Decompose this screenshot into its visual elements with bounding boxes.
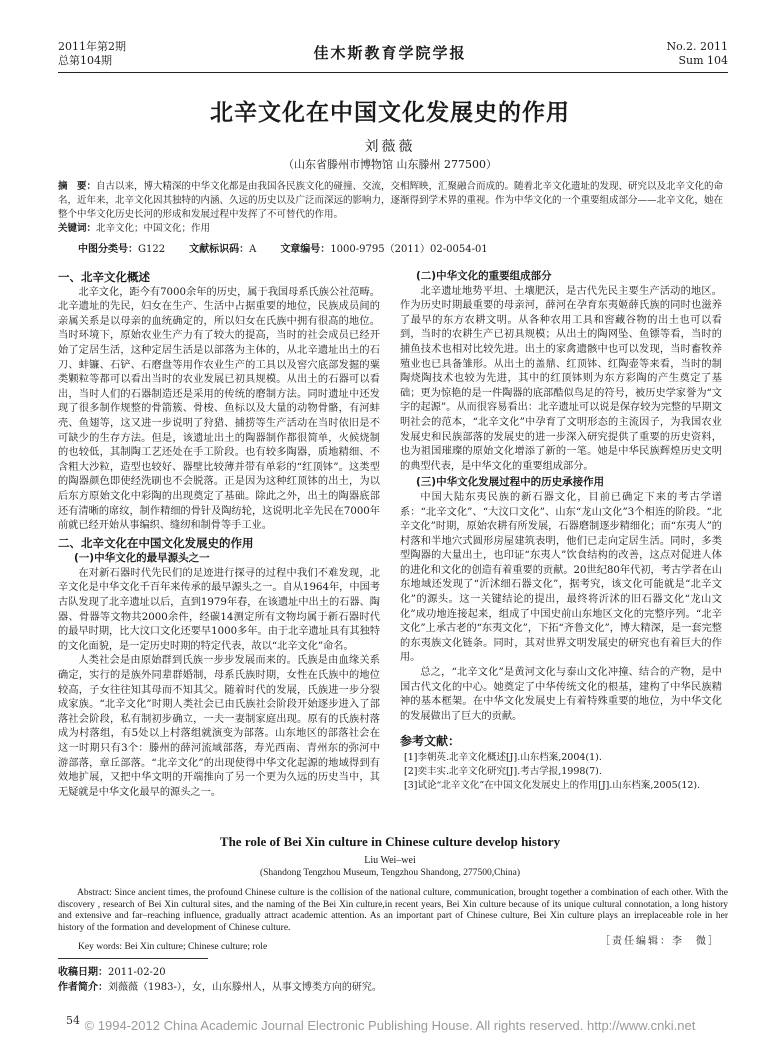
issue-total-en: Sum 104 bbox=[678, 54, 728, 67]
english-affiliation: (Shandong Tengzhou Museum, Tengzhou Shandong, 277500,China) bbox=[259, 868, 521, 878]
copyright-watermark: © 1994-2012 China Academic Journal Electronic Publishing House. All rights reserved. http://www.cnki.net bbox=[84, 1018, 696, 1033]
issue-number: 2011年第2期 bbox=[58, 40, 126, 53]
reference-item: [2]奕丰实.北辛文化研究[J].考古学报,1998(7). bbox=[404, 766, 602, 777]
subsection-heading: (一)中华文化的最早源头之一 bbox=[74, 552, 210, 565]
right-column bbox=[400, 268, 722, 793]
subsection-heading: (三)中华文化发展过程中的历史承接作用 bbox=[416, 476, 605, 489]
responsible-editor: ［责任编辑：李 微］ bbox=[600, 936, 720, 947]
article-title: 北辛文化在中国文化发展史的作用 bbox=[210, 100, 570, 126]
issue-total: 总第104期 bbox=[58, 54, 112, 67]
issue-number-en: No.2. 2011 bbox=[666, 40, 728, 53]
english-keywords: Key words: Bei Xin culture; Chinese culture; role bbox=[78, 942, 268, 952]
footnote-divider bbox=[58, 958, 208, 959]
reference-item: [3]试论“北辛文化”在中国文化发展史上的作用[J].山东档案,2005(12). bbox=[404, 780, 701, 791]
header-divider bbox=[58, 72, 728, 73]
received-label: 收稿日期： bbox=[58, 967, 108, 978]
reference-item: [1]李朝英.北辛文化概述[J].山东档案,2004(1). bbox=[404, 752, 602, 763]
clc-field bbox=[78, 240, 165, 255]
body-paragraph: 人类社会是由原始群到氏族一步步发展而来的。氏族是由血缘关系确定，实行的是族外同辈群婚制，母系氏族时期，女性在氏族中的地位较高，子女往往知其母而不知其父。随着时代的发展，氏族进一步分裂成家族。“北辛文化”时期人类社会已由氏族社会阶段开始逐步进入了部落社会阶段，私有制初步确立，一夫一妻制家庭出现。原有的氏族村落成为村落组，有5处以上村落组就演变为部落。山东地区的部落社会在这一时期只有3个：滕州的薛河流域部落，寿光西南、青州东的弥河中游部落，章丘部落。“北辛文化”的出现使得中华文化起源的地域得到有效地扩展，又把中华文明的开端推向了另一个更为久远的历史当中，其无疑就是中华文化最早的源头之一。 bbox=[58, 655, 380, 798]
abstract-label: 摘 要： bbox=[58, 181, 97, 192]
subsection-heading: (二)中华文化的重要组成部分 bbox=[416, 270, 552, 282]
doc-code-field bbox=[189, 240, 256, 255]
body-paragraph: 中国大陆东夷民族的新石器文化，目前已确定下来的考古学谱系：“北辛文化”、“大汶口文化”、山东“龙山文化”3个相连的阶段。“北辛文化”时期，原始农耕有所发展，石器磨制逐步精细化；而“东夷人”的村落和半地穴式圆形房屋建筑表明，他们已走向定居生活。同时，多类型陶器的大量出土，也印证“东夷人”饮食结构的改善，这点对促进人体的进化和文化的创造有着重要的贡献。20世纪80年代初，考古学者在山东地域还发现了“沂沭细石器文化”，据考究，该文化可能就是“北辛文化”的源头。这一关键结论的提出，最终将沂沭的旧石器文化“龙山文化”成功地连接起来，组成了中国史前山东地区文化的完整序列。“北辛文化”上承古老的“东夷文化”，下拓“齐鲁文化”，博大精深，是一套完整的东夷族文化链条。同时，其对世界文明发展史的研究也有着巨大的作用。 bbox=[400, 491, 722, 664]
doc-code-label: 文献标识码： bbox=[189, 244, 250, 255]
body-paragraph: 北辛文化，距今有7000余年的历史，属于我国母系氏族公社范畴。北辛遗址的先民，妇女在生产、生活中占据重要的地位，民族成员间的亲属关系是以母亲的血统确定的，所以妇女在氏族中拥有很高的地位。当时环境下，原始农业生产力有了较大的提高，当时的社会成员已经开始了定居生活，这种定居生活是以部落为主体的，从北辛遗址出土的石刀、蚌镰、石铲、石磨盘等用作农业生产的工具以及窖穴底部发掘的粟类颗粒等都可以看出当时的农业发展已初具规模。从出土的石器可以看出，当时人们的石器制造还是采用的传统的磨制方法。同时遗址中还发现了很多制作规整的骨箭簇、骨梭、鱼标以及大量的动物骨骼，有河蚌壳、鱼翅等，这又进一步说明了狩猎、捕捞等生产活动在当时依旧是不可缺少的生存方法。但是，该遗址出土的陶器制作都很简单，火候烧制的也较低，其制陶工艺还处在手工阶段。也有较多陶器，质地精细、不含粗大沙粒，造型也较好、器壁比较薄并带有单彩的“红顶钵”。这类型的陶器颜色即使经洗刷也不会脱落。正是因为这种红顶钵的出土，为以后东方原始文化中彩陶的出现奠定了基础。除此之外，出土的陶器底部还有清晰的席纹，制作精细的骨针及陶纺轮，这说明北辛先民在7000年前就已经开始从事编织、缝纫和制骨等手工业。 bbox=[58, 286, 380, 532]
english-abstract: Abstract: Since ancient times, the profound Chinese culture is the collision of the national culture, communication, brought together a combination of each other. With the discovery , research of Bei Xin cultural sites, and the naming of the Bei Xin culture,in recent years, Bei Xin culture because of its unique cultural connotation, a long history and extensive and far–reaching influence, gradually attract academic attention. As an important part of Chinese culture, Bei Xin culture plays an irreplaceable role in her history of the formation and development of Chinese culture. bbox=[58, 888, 728, 933]
keywords-text: 北辛文化；中国文化；作用 bbox=[96, 223, 211, 234]
body-paragraph: 总之，“北辛文化”是黄河文化与泰山文化冲撞、结合的产物，是中国古代文化的中心。她奠定了中华传统文化的根基，建构了中华民族精神的基本框架。在中华文化发展史上有着特殊重要的地位，为中华文化的发展做出了巨大的贡献。 bbox=[400, 667, 722, 722]
clc-value: G122 bbox=[138, 244, 166, 255]
references-heading: 参考文献： bbox=[400, 734, 461, 749]
body-paragraph: 北辛遗址地势平坦、土壤肥沃，是古代先民主要生产活动的地区。作为历史时期最重要的母亲河，薛河在孕育东夷姬薛氏族的同时也滋养了最早的东方农耕文明。从各种农用工具和窖藏谷物的出土也可以看到，当时的农耕生产已初具规模；从出土的陶网坠、鱼镖等看，当时的捕鱼技术也相对比较先进。出土的家禽遗骸中也可以发现，当时畜牧养殖业也已具备雏形。从出土的盖鼎、红顶钵、红陶壶等来看，当时的制陶烧陶技术也较为先进，其中的红顶钵则为东方彩陶的产生奠定了基础；更为惊艳的是一件陶器的底部酷似鸟足的符号，被历史学家誉为“文字的起源”。从而很容易看出：北辛遗址可以说是保存较为完整的早期文明社会的范本，“北辛文化”中孕育了文明形态的主流因子，为我国农业发展史和民族部落的发展史的进一步深入研究提供了重要的历史资料，也为祖国璀璨的原始文化增添了新的一笔。她是中华民族辉煌历史文明的典型代表，是中华文化的重要组成部分。 bbox=[400, 285, 722, 472]
received-date bbox=[58, 963, 166, 978]
page-number: 54 bbox=[66, 1014, 80, 1027]
abstract-text: 自古以来，博大精深的中华文化都是由我国各民族文化的碰撞、交流，交相辉映，汇聚融合而成的。随着北辛文化遗址的发现、研究以及北辛文化的命名，近年来，北辛文化因其独特的内涵、久远的历史以及广泛而深远的影响力，逐渐得到学术界的重视。作为中华文化的一个重要组成部分——北辛文化，她在整个中华文化历史长河的形成和发展过程中发挥了不可替代的作用。 bbox=[58, 181, 724, 220]
received-value: 2011-02-20 bbox=[108, 967, 166, 978]
english-author: Liu Wei–wei bbox=[364, 855, 416, 866]
journal-name: 佳木斯教育学院学报 bbox=[313, 44, 467, 62]
section-heading: 二、北辛文化在中国文化发展史的作用 bbox=[58, 535, 254, 550]
article-author: 刘薇薇 bbox=[364, 139, 416, 155]
body-paragraph: 在对新石器时代先民们的足迹进行探寻的过程中我们不难发现，北辛文化是中华文化千百年来传承的最早源头之一。自从1964年，中国考古队发现了北辛遗址以后，直到1979年春，在该遗址中出土的石器、陶器、骨器等文物共2000余件，经碳14测定所有文物均属于新石器时代的最早时期，比大汶口文化还要早1000多年。由于北辛遗址具有其独特的文化面貌，是一定历史时期的特定代表，故以“北辛文化”命名。 bbox=[58, 567, 380, 652]
article-id-label: 文章编号： bbox=[280, 244, 331, 255]
author-bio-text: 刘薇薇（1983-），女，山东滕州人，从事文博类方向的研究。 bbox=[108, 982, 382, 993]
english-title: The role of Bei Xin culture in Chinese culture develop history bbox=[219, 834, 561, 849]
article-affiliation: （山东省滕州市博物馆 山东滕州 277500） bbox=[283, 158, 497, 171]
clc-label: 中图分类号： bbox=[78, 244, 138, 255]
section-heading: 一、北辛文化概述 bbox=[58, 270, 150, 284]
left-column bbox=[58, 268, 380, 800]
classification-row bbox=[78, 240, 488, 255]
author-bio bbox=[58, 978, 382, 993]
doc-code-value: A bbox=[249, 244, 257, 255]
author-bio-label: 作者简介： bbox=[58, 982, 108, 993]
article-id-field bbox=[280, 240, 487, 255]
keywords-label: 关键词： bbox=[58, 223, 97, 234]
article-id-value: 1000-9795（2011）02-0054-01 bbox=[330, 244, 488, 255]
abstract bbox=[58, 180, 728, 236]
issue-info-en bbox=[666, 40, 728, 68]
